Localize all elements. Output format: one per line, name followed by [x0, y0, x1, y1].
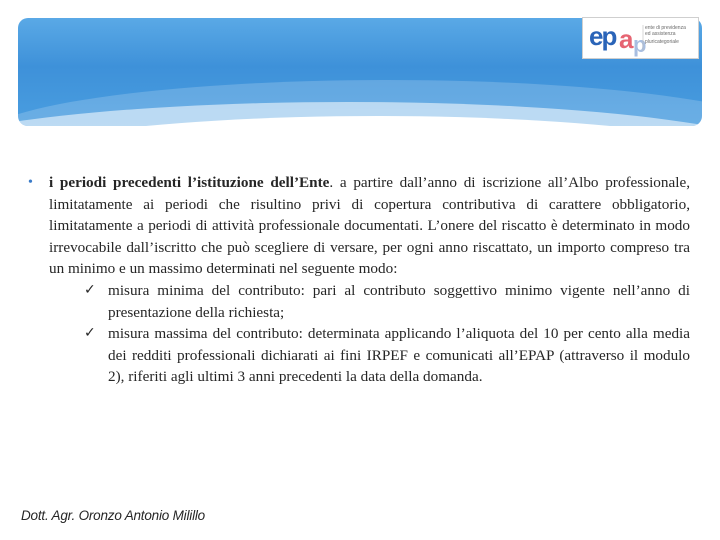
check-icon: ✓ — [84, 325, 96, 342]
logo-subtitle-2: ed assistenza — [645, 31, 676, 37]
bullet-icon: • — [28, 175, 33, 190]
epap-logo-icon — [583, 18, 698, 58]
sub-item-minimum — [28, 280, 690, 323]
main-content — [28, 172, 690, 388]
sub-item-maximum — [28, 323, 690, 388]
bullet-lead-punct: . — [329, 174, 334, 191]
sub-item-text: misura massima del contributo: determinata applicando l’aliquota del 10 per cento alla media dei redditi professionali dichiarati ai fini IRPEF e comunicati all’EPAP (attraverso il modulo 2), riferiti agli ultimi 3 anni precedenti la data della domanda. — [108, 325, 690, 386]
bullet-item — [28, 172, 690, 280]
sub-list — [28, 280, 690, 388]
sub-item-text: misura minima del contributo: pari al contributo soggettivo minimo vigente nell’anno di presentazione della richiesta; — [108, 281, 690, 321]
logo-subtitle-3: pluricategoriale — [645, 39, 679, 45]
logo-brand-text: ep — [589, 21, 616, 51]
bullet-text: a partire dall’anno di iscrizione all’Albo professionale, limitatamente ai periodi che risultino privi di copertura contributiva di carattere obbligatorio, limitatamente a periodi di attività professionale documentati. L’onere del riscatto è determinato in modo irrevocabile dall’iscritto che può scegliere di versare, per ogni anno riscattato, un importo compreso tra un minimo e un massimo determinati nel seguente modo: — [49, 174, 690, 278]
check-icon: ✓ — [84, 281, 96, 298]
epap-logo — [582, 17, 699, 59]
logo-subtitle-1: ente di previdenza — [645, 25, 686, 31]
footer-author: Dott. Agr. Oronzo Antonio Milillo — [21, 508, 205, 523]
svg-text:p: p — [633, 32, 645, 57]
bullet-lead: i periodi precedenti l’istituzione dell’Ente — [49, 174, 330, 191]
svg-text:a: a — [619, 24, 632, 54]
